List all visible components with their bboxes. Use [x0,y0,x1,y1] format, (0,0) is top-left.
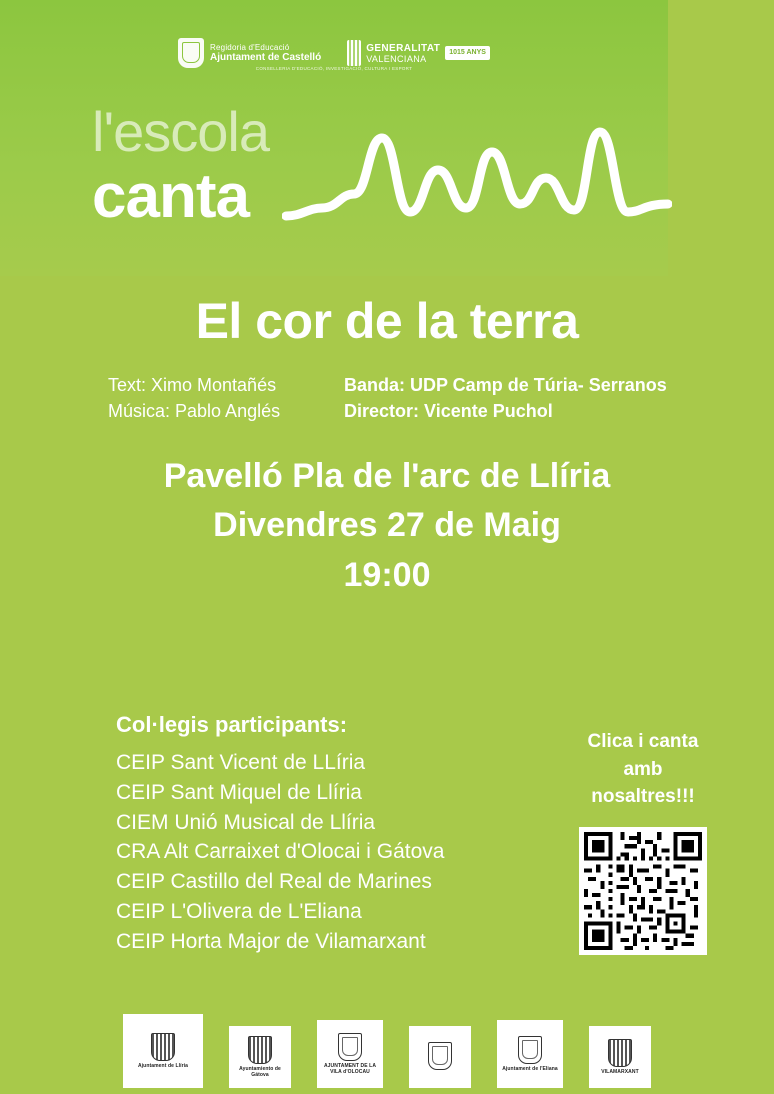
castello-logo [178,38,321,68]
castello-logo-line1: Regidoria d'Educació [210,42,290,52]
participating-schools [116,712,444,957]
credits-right [344,372,667,424]
list-item: CEIP Horta Major de Vilamarxant [116,929,426,953]
institution-fine-print: CONSELLERIA D'EDUCACIÓ, INVESTIGACIÓ, CULTURA I ESPORT [255,66,413,71]
schools-title: Col·legis participants: [116,712,348,737]
event-details [0,452,774,600]
brand-line-canta: canta [92,162,249,231]
town-logo-label: Ajuntament de Llíria [137,1062,189,1069]
town-logo-lliria [123,1014,203,1088]
credit-music-author: Música: Pablo Anglés [108,401,281,422]
list-item: CIEM Unió Musical de Llíria [116,810,376,834]
list-item: CEIP Sant Vicent de LLíria [116,751,366,774]
generalitat-logo [347,40,490,66]
qr-caption: Clica i canta amb nosaltres!!! [587,731,699,808]
event-date: Divendres 27 de Maig [213,506,561,545]
marines-crest-icon [428,1042,452,1070]
schools-list [116,748,444,957]
generalitat-line2: VALENCIANA [366,53,427,64]
castello-logo-line2: Ajuntament de Castelló [210,51,322,63]
town-logo-marines [409,1026,471,1088]
list-item: CRA Alt Carraixet d'Olocai i Gátova [116,840,445,864]
footer-town-logos [0,1014,774,1088]
generalitat-anniversary-badge: 1015 ANYS [445,46,490,59]
eliana-crest-icon [518,1036,542,1064]
credits-left [108,372,280,424]
castello-crest-icon [178,38,204,68]
town-logo-label: AJUNTAMENT DE LA VILA d'OLOCAU [323,1062,377,1075]
credit-text-author: Text: Ximo Montañés [108,375,277,395]
town-logo-label: Ayuntamiento de Gátova [239,1065,281,1078]
event-time: 19:00 [343,555,431,594]
credit-director: Director: Vicente Puchol [344,401,553,422]
gatova-crest-icon [248,1036,272,1064]
credit-band: Banda: UDP Camp de Túria- Serranos [344,375,667,395]
town-logo-vilamarxant [589,1026,651,1088]
brand-line-escola: l'escola [92,100,270,163]
generalitat-logo-icon [347,40,361,66]
event-venue: Pavelló Pla de l'arc de Llíria [163,457,611,495]
qr-section [572,728,714,955]
list-item: CEIP Sant Miquel de Llíria [116,780,362,804]
generalitat-line1: GENERALITAT [366,42,441,54]
institution-logos [0,38,668,68]
brand-wordmark [92,100,270,231]
qr-code[interactable] [579,827,707,955]
olocau-crest-icon [338,1033,362,1061]
list-item: CEIP L'Olivera de L'Eliana [116,900,362,924]
credits [0,372,774,432]
town-logo-label: Ajuntament de l'Eliana [502,1065,558,1072]
sound-wave-icon [282,108,672,238]
header-banner [0,0,668,276]
town-logo-label: VILAMARXANT [601,1068,639,1075]
lliria-crest-icon [151,1033,175,1061]
town-logo-olocau [317,1020,383,1088]
town-logo-eliana [497,1020,563,1088]
town-logo-gatova [229,1026,291,1088]
list-item: CEIP Castillo del Real de Marines [116,870,432,894]
vilamarxant-crest-icon [608,1039,632,1067]
page-title: El cor de la terra [195,293,579,349]
